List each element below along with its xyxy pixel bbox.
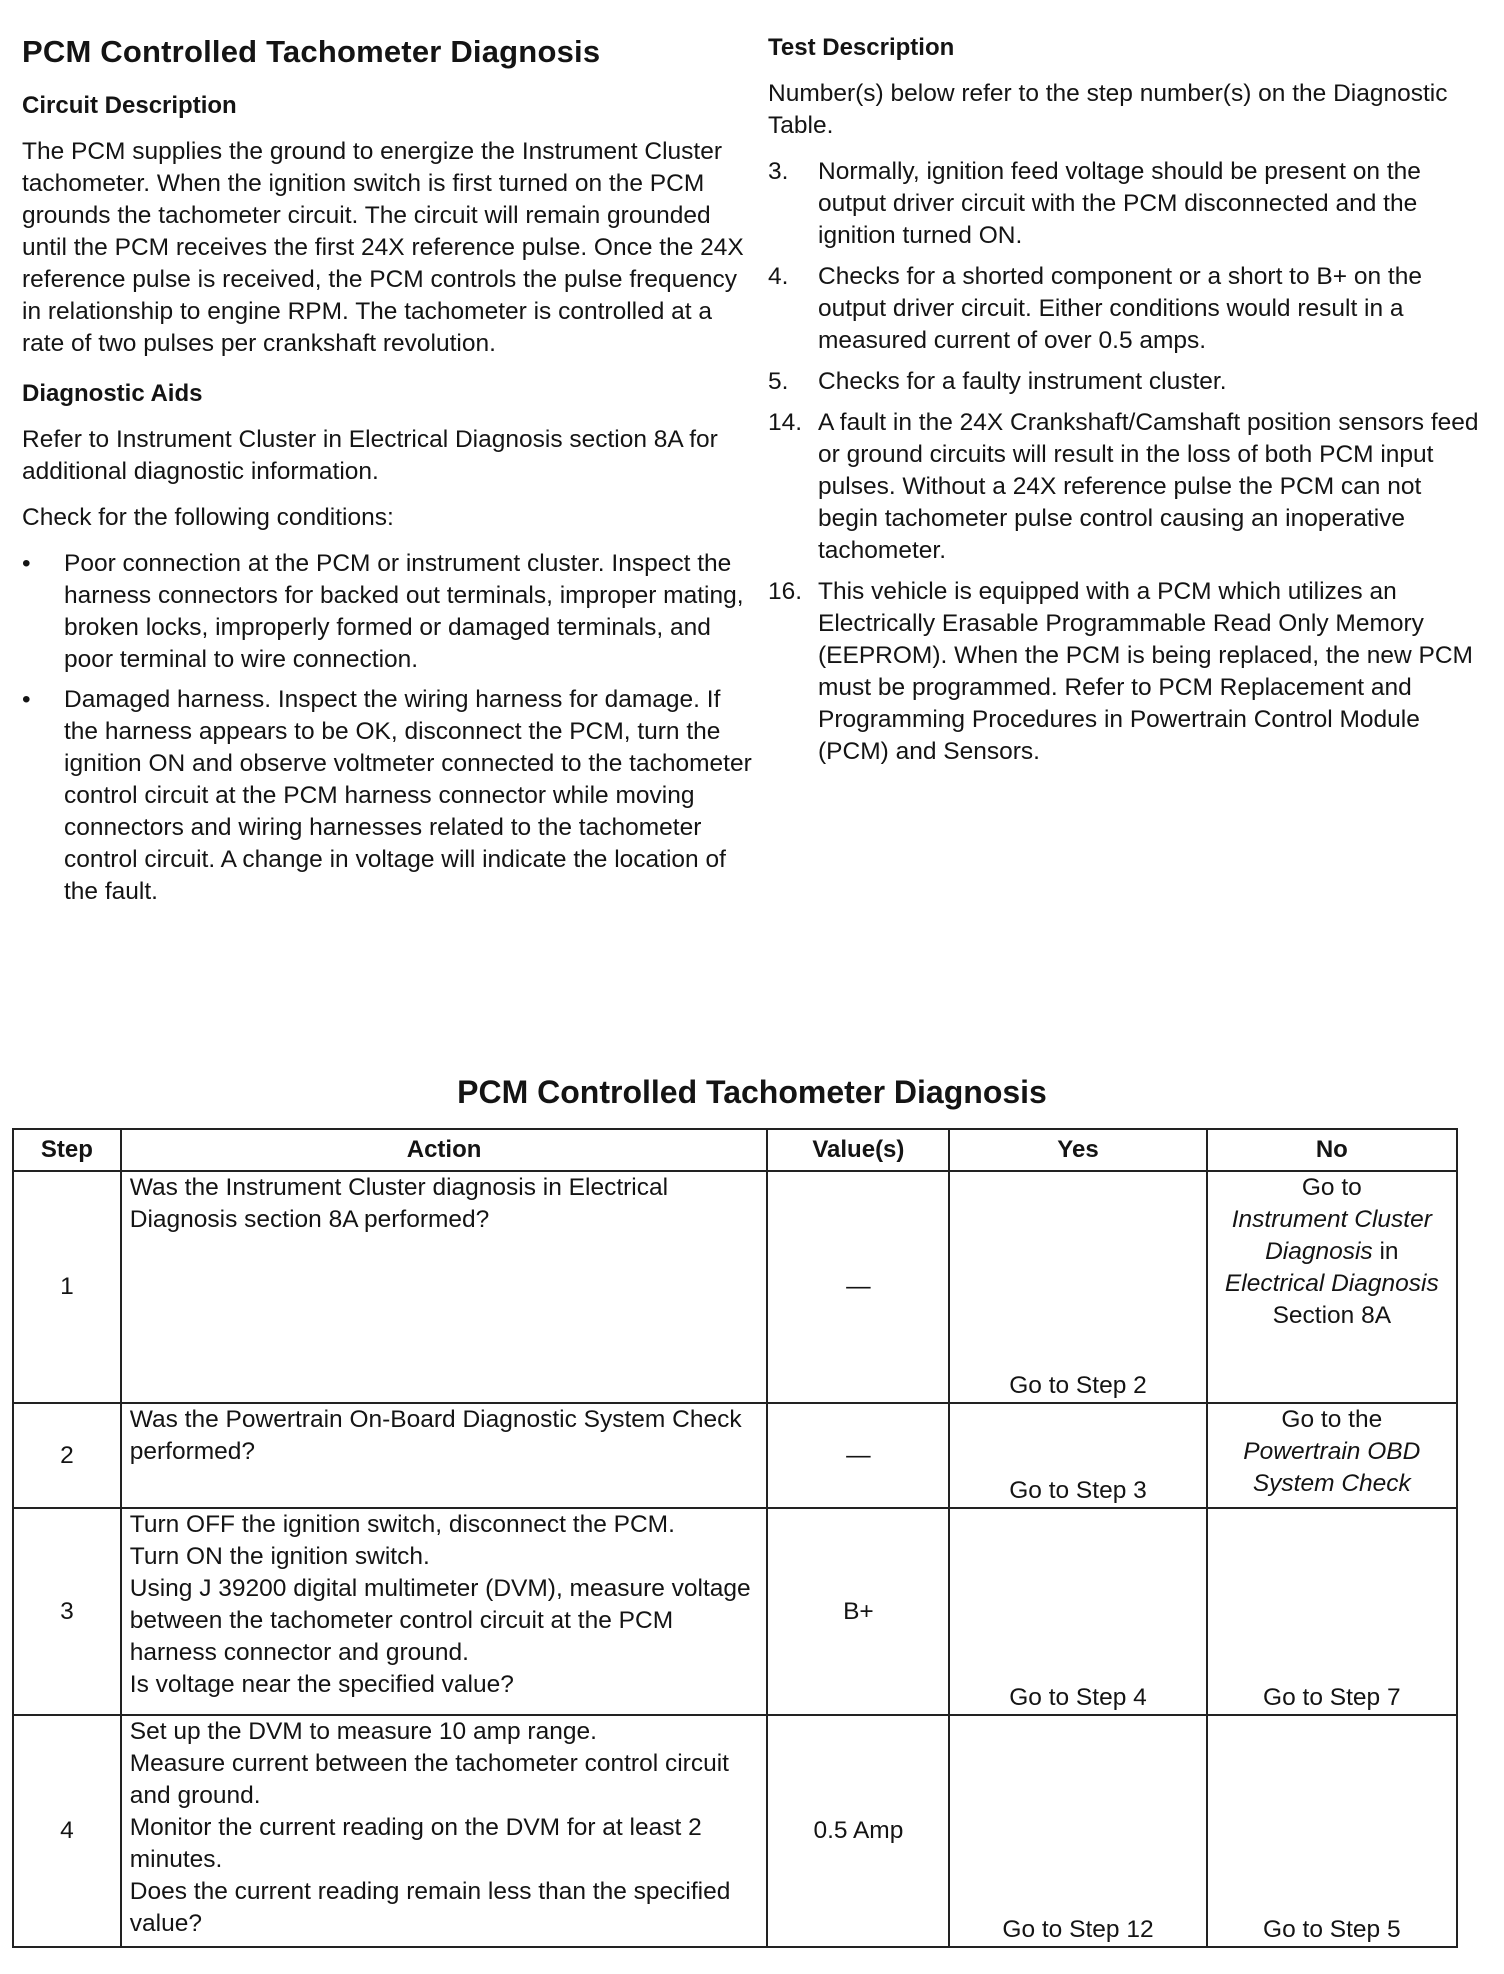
step-cell: 4: [13, 1715, 121, 1947]
no-line: in: [1379, 1238, 1399, 1265]
step-cell: 2: [13, 1403, 121, 1508]
table-header-row: [13, 1129, 1457, 1171]
no-line-italic: Powertrain OBD System Check: [1243, 1438, 1421, 1497]
value-cell: —: [767, 1171, 949, 1403]
table-title: PCM Controlled Tachometer Diagnosis: [457, 1074, 1047, 1110]
column-header-step: Step: [13, 1129, 121, 1171]
list-item-text: Poor connection at the PCM or instrument cluster. Inspect the harness connectors for backed out terminals, improper mating, broken locks, improperly formed or damaged terminals, and poor terminal to wire connection.: [64, 550, 744, 673]
table-row: [13, 1508, 1457, 1715]
list-item: [768, 366, 1482, 398]
list-item: [22, 548, 752, 676]
condition-list: [22, 548, 752, 908]
diagnostic-aids-heading: Diagnostic Aids: [22, 380, 203, 407]
column-header-values: Value(s): [767, 1129, 949, 1171]
column-header-yes: Yes: [949, 1129, 1206, 1171]
diagnosis-table: [12, 1128, 1458, 1948]
step-number: 14.: [768, 409, 803, 436]
list-item: [22, 684, 752, 908]
list-item: [768, 261, 1482, 357]
no-line: Go to the: [1281, 1406, 1383, 1433]
value-cell: 0.5 Amp: [767, 1715, 949, 1947]
diagnostic-aids-check-text: Check for the following conditions:: [22, 504, 394, 531]
no-cell: [1207, 1403, 1457, 1508]
value-cell: —: [767, 1403, 949, 1508]
no-cell: [1207, 1171, 1457, 1403]
no-line: Go to: [1301, 1174, 1362, 1201]
test-description-intro: Number(s) below refer to the step number(s) on the Diagnostic Table.: [768, 80, 1448, 139]
action-line: Was the Instrument Cluster diagnosis in Electrical Diagnosis section 8A performed?: [129, 1174, 669, 1233]
bullet-icon: •: [22, 550, 31, 577]
step-number: 5.: [768, 368, 789, 395]
action-cell: [121, 1171, 768, 1403]
step-text: A fault in the 24X Crankshaft/Camshaft position sensors feed or ground circuits will result in the loss of both PCM input pulses. Without a 24X reference pulse the PCM can not begin tachometer pulse control causing an inoperative tachometer.: [818, 409, 1479, 564]
test-description-heading: Test Description: [768, 34, 955, 61]
action-line: Using J 39200 digital multimeter (DVM), measure voltage between the tachometer control circuit at the PCM harness connector and ground.: [129, 1575, 751, 1666]
column-header-no: No: [1207, 1129, 1457, 1171]
yes-cell: Go to Step 3: [949, 1403, 1206, 1508]
step-number: 16.: [768, 578, 803, 605]
yes-cell: Go to Step 2: [949, 1171, 1206, 1403]
no-line: Section 8A: [1272, 1302, 1392, 1329]
left-column: [22, 34, 752, 916]
step-number: 3.: [768, 158, 789, 185]
step-cell: 3: [13, 1508, 121, 1715]
right-column: [768, 34, 1482, 777]
no-cell: Go to Step 5: [1207, 1715, 1457, 1947]
action-line: Set up the DVM to measure 10 amp range.: [129, 1718, 597, 1745]
list-item: [768, 576, 1482, 768]
step-text: Normally, ignition feed voltage should be present on the output driver circuit with the PCM disconnected and the ignition turned ON.: [818, 158, 1421, 249]
diagnostic-aids-intro: Refer to Instrument Cluster in Electrical Diagnosis section 8A for additional diagnostic information.: [22, 426, 718, 485]
column-header-action: Action: [121, 1129, 768, 1171]
action-line: Was the Powertrain On-Board Diagnostic System Check performed?: [129, 1406, 742, 1465]
yes-cell: Go to Step 4: [949, 1508, 1206, 1715]
action-line: Is voltage near the specified value?: [129, 1671, 514, 1698]
test-description-list: [768, 156, 1482, 768]
no-line-italic: Instrument Cluster Diagnosis: [1231, 1206, 1432, 1265]
table-row: [13, 1171, 1457, 1403]
table-row: [13, 1403, 1457, 1508]
page-title: PCM Controlled Tachometer Diagnosis: [22, 34, 601, 69]
bullet-icon: •: [22, 686, 31, 713]
step-text: This vehicle is equipped with a PCM which utilizes an Electrically Erasable Programmable Read Only Memory (EEPROM). When the PCM is being replaced, the new PCM must be programmed. Refer to PCM Replacement and Programming Procedures in Powertrain Control Module (PCM) and Sensors.: [818, 578, 1473, 765]
action-line: Turn ON the ignition switch.: [129, 1543, 430, 1570]
step-text: Checks for a faulty instrument cluster.: [818, 368, 1227, 395]
no-cell: Go to Step 7: [1207, 1508, 1457, 1715]
action-line: Turn OFF the ignition switch, disconnect the PCM.: [129, 1511, 675, 1538]
table-row: [13, 1715, 1457, 1947]
list-item: [768, 156, 1482, 252]
step-number: 4.: [768, 263, 789, 290]
action-cell: [121, 1403, 768, 1508]
circuit-description-heading: Circuit Description: [22, 92, 237, 119]
circuit-description-text: The PCM supplies the ground to energize the Instrument Cluster tachometer. When the ignition switch is first turned on the PCM grounds the tachometer circuit. The circuit will remain grounded until the PCM receives the first 24X reference pulse. Once the 24X reference pulse is received, the PCM controls the pulse frequency in relationship to engine RPM. The tachometer is controlled at a rate of two pulses per crankshaft revolution.: [22, 138, 744, 357]
list-item: [768, 407, 1482, 567]
action-cell: [121, 1715, 768, 1947]
action-cell: [121, 1508, 768, 1715]
value-cell: B+: [767, 1508, 949, 1715]
step-cell: 1: [13, 1171, 121, 1403]
yes-cell: Go to Step 12: [949, 1715, 1206, 1947]
no-line-italic: Electrical Diagnosis: [1224, 1270, 1439, 1297]
action-line: Measure current between the tachometer control circuit and ground.: [129, 1750, 729, 1809]
action-line: Monitor the current reading on the DVM for at least 2 minutes.: [129, 1814, 702, 1873]
action-line: Does the current reading remain less than the specified value?: [129, 1878, 731, 1937]
list-item-text: Damaged harness. Inspect the wiring harness for damage. If the harness appears to be OK, disconnect the PCM, turn the ignition ON and observe voltmeter connected to the tachometer control circuit at the PCM harness connector while moving connectors and wiring harnesses related to the tachometer control circuit. A change in voltage will indicate the location of the fault.: [64, 686, 752, 905]
step-text: Checks for a shorted component or a short to B+ on the output driver circuit. Either conditions would result in a measured current of over 0.5 amps.: [818, 263, 1422, 354]
